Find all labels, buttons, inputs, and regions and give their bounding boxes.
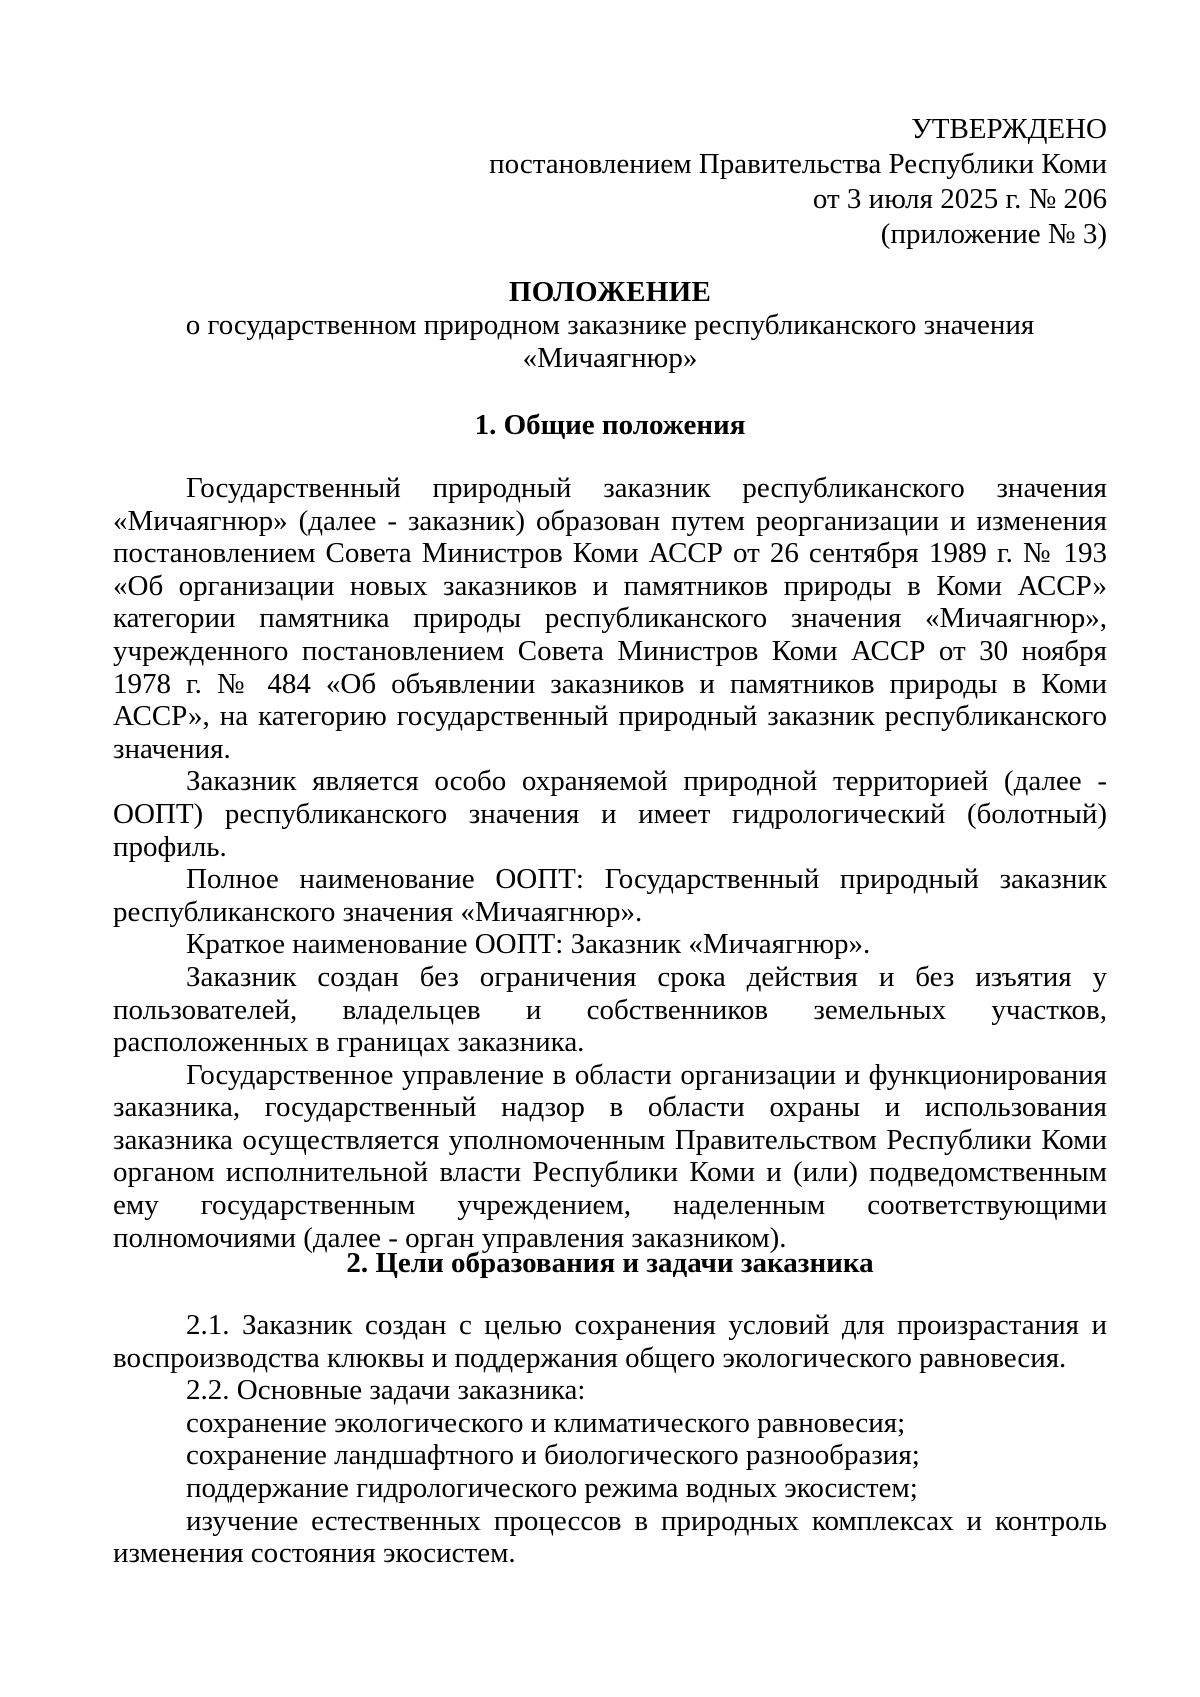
document-page [113,0,1107,1697]
section-2-list-item: сохранение ландшафтного и биологического разнообразия; [186,1439,920,1472]
approval-stamp-block [489,112,1107,252]
document-title-block [113,276,1107,375]
approval-date-number: от 3 июля 2025 г. № 206 [812,183,1107,215]
section-2-heading: 2. Цели образования и задачи заказника [346,1247,874,1279]
section-1-heading-wrap [113,409,1107,442]
section-2-list-item: изучение естественных процессов в природных комплексах и контроль изменения состояния экосистем. [113,1504,1107,1570]
section-1-paragraph: Полное наименование ООПТ: Государственный природный заказник республиканского значения «Мичаягнюр». [113,863,1107,928]
section-1-paragraph: Государственный природный заказник республиканского значения «Мичаягнюр» (далее - заказник) образован путем реорганизации и изменения постановлением Совета Министров Коми АССР от 26 сентября 1989 г. № 193 «Об организации новых заказников и памятников природы в Коми АССР» категории памятника природы республиканского значения «Мичаягнюр», учрежденного постановлением Совета Министров Коми АССР от 30 ноября 1978 г. № 484 «Об объявлении заказников и памятников природы в Коми АССР», на категорию государственный природный заказник республиканского значения. [113,472,1107,765]
section-2-paragraph: 2.1. Заказник создан с целью сохранения условий для произрастания и воспроизводства клюквы и поддержания общего экологического равновесия. [113,1309,1107,1374]
section-1-paragraph: Заказник создан без ограничения срока действия и без изъятия у пользователей, владельцев и собственников земельных участков, расположенных в границах заказника. [113,960,1107,1059]
document-subtitle-line1: о государственном природном заказнике республиканского значения [185,309,1035,341]
section-2-body [113,1309,1107,1570]
section-2-paragraph: 2.2. Основные задачи заказника: [186,1374,586,1407]
section-1-paragraph: Краткое наименование ООПТ: Заказник «Мичаягнюр». [186,928,871,961]
section-1-body [113,472,1107,1254]
approval-heading: УТВЕРЖДЕНО [911,113,1107,145]
section-2-heading-wrap [113,1247,1107,1280]
section-2-list-item: поддержание гидрологического режима водных экосистем; [186,1471,918,1504]
document-subtitle-line2: «Мичаягнюр» [522,342,698,374]
section-1-paragraph: Заказник является особо охраняемой природной территорией (далее - ООПТ) республиканского значения и имеет гидрологический (болотный) профиль. [113,765,1107,863]
section-1-paragraph: Государственное управление в области организации и функционирования заказника, государственный надзор в области охраны и использования заказника осуществляется уполномоченным Правительством Республики Коми органом исполнительной власти Республики Коми и (или) подведомственным ему государственным учреждением, наделенным соответствующими полномочиями (далее - орган управления заказником). [113,1058,1107,1254]
approval-authority: постановлением Правительства Республики Коми [489,148,1107,180]
approval-appendix: (приложение № 3) [880,218,1107,250]
section-2-list-item: сохранение экологического и климатического равновесия; [186,1406,906,1439]
document-title: ПОЛОЖЕНИЕ [508,276,712,308]
section-1-heading: 1. Общие положения [474,409,746,441]
